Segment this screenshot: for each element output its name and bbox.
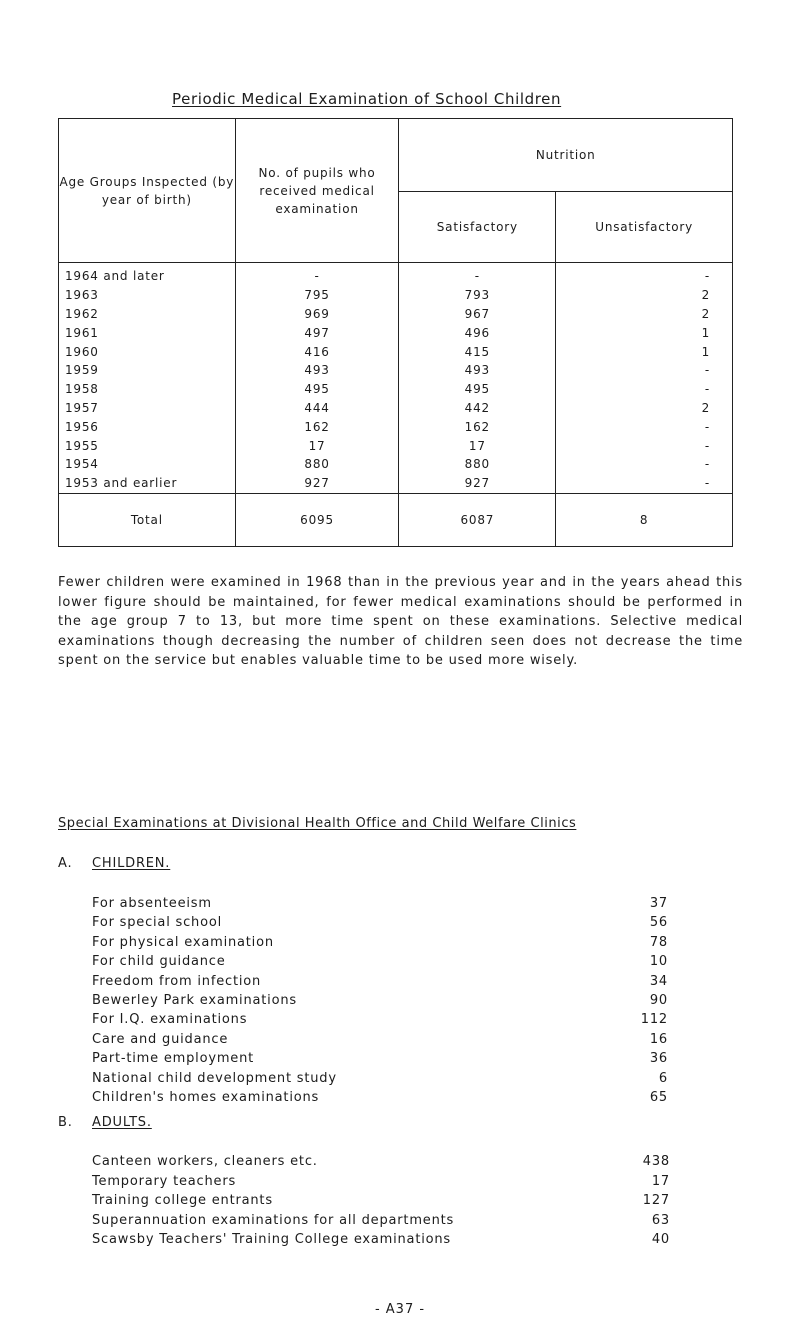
list-item-label: Scawsby Teachers' Training College examinations <box>92 1232 452 1248</box>
pupils-cell: - <box>235 263 399 286</box>
header-age-groups: Age Groups Inspected (by year of birth) <box>59 119 236 263</box>
summary-paragraph: Fewer children were examined in 1968 than in the previous year and in the years ahead this lower figure should be maintained, for fewer medical examinations should be performed in the age group 7 to 13, but more time spent on these examinations. Selective medical examinations though decreasing the number of children seen does not decrease the time spent on the service but enables valuable time to be used more wisely. <box>58 575 743 669</box>
age-group-cell: 1964 and later <box>59 263 236 286</box>
satisfactory-cell: 880 <box>399 455 556 474</box>
satisfactory-cell: 927 <box>399 474 556 493</box>
age-group-cell: 1956 <box>59 417 236 436</box>
list-item-label: Superannuation examinations for all departments <box>92 1212 455 1228</box>
unsatisfactory-cell: 2 <box>556 399 733 418</box>
special-examinations-heading: Special Examinations at Divisional Health Office and Child Welfare Clinics <box>58 816 577 831</box>
total-pupils: 6095 <box>235 493 399 546</box>
table-row <box>59 399 733 418</box>
list-item <box>0 894 800 914</box>
list-item-value: 127 <box>642 1193 670 1209</box>
list-item-value: 6 <box>658 1070 668 1086</box>
age-group-cell: 1953 and earlier <box>59 474 236 493</box>
list-item <box>0 1211 800 1231</box>
list-item <box>0 933 800 953</box>
satisfactory-cell: 967 <box>399 305 556 324</box>
satisfactory-cell: 415 <box>399 342 556 361</box>
unsatisfactory-cell: - <box>556 436 733 455</box>
list-item-value: 63 <box>651 1212 670 1228</box>
list-item <box>0 913 800 933</box>
table-row <box>59 474 733 493</box>
unsatisfactory-cell: 1 <box>556 323 733 342</box>
age-group-cell: 1958 <box>59 380 236 399</box>
list-item-value: 112 <box>640 1012 668 1028</box>
table-row <box>59 436 733 455</box>
list-item-value: 65 <box>649 1090 668 1105</box>
list-item <box>0 1191 800 1211</box>
list-item-value: 438 <box>642 1154 670 1169</box>
age-group-cell: 1963 <box>59 286 236 305</box>
total-label: Total <box>59 493 236 546</box>
table-row <box>59 361 733 380</box>
list-item-label: For I.Q. examinations <box>92 1012 248 1028</box>
age-group-cell: 1960 <box>59 342 236 361</box>
age-group-cell: 1962 <box>59 305 236 324</box>
unsatisfactory-cell: 2 <box>556 286 733 305</box>
list-item-value: 10 <box>649 954 668 970</box>
satisfactory-cell: 17 <box>399 436 556 455</box>
satisfactory-cell: 442 <box>399 399 556 418</box>
total-satisfactory: 6087 <box>399 493 556 546</box>
unsatisfactory-cell: - <box>556 455 733 474</box>
list-item-label: Children's homes examinations <box>92 1090 320 1105</box>
pupils-cell: 416 <box>235 342 399 361</box>
table-row <box>59 305 733 324</box>
satisfactory-cell: 793 <box>399 286 556 305</box>
header-satisfactory: Satisfactory <box>399 192 556 263</box>
satisfactory-cell: 162 <box>399 417 556 436</box>
unsatisfactory-cell: - <box>556 380 733 399</box>
list-item <box>0 972 800 992</box>
list-item <box>0 1230 800 1250</box>
list-item-value: 78 <box>649 934 668 950</box>
list-item-value: 56 <box>649 915 668 931</box>
pupils-cell: 497 <box>235 323 399 342</box>
table-row <box>59 263 733 286</box>
pupils-cell: 444 <box>235 399 399 418</box>
pupils-cell: 880 <box>235 455 399 474</box>
list-item <box>0 1049 800 1069</box>
age-group-cell: 1955 <box>59 436 236 455</box>
page-number: - A37 - <box>374 1302 426 1317</box>
list-item-label: Canteen workers, cleaners etc. <box>92 1154 318 1169</box>
list-item-label: For physical examination <box>92 934 274 950</box>
section-b-title: ADULTS. <box>92 1115 152 1130</box>
list-item-label: For absenteeism <box>92 896 212 911</box>
unsatisfactory-cell: - <box>556 417 733 436</box>
section-a-title: CHILDREN. <box>92 856 171 871</box>
list-item-value: 37 <box>649 896 668 911</box>
list-item-value: 34 <box>649 973 668 989</box>
table-row <box>59 342 733 361</box>
list-item-label: National child development study <box>92 1070 337 1086</box>
table-row <box>59 286 733 305</box>
list-item <box>0 952 800 972</box>
nutrition-table <box>58 118 733 547</box>
list-item-label: Part-time employment <box>92 1051 255 1067</box>
pupils-cell: 162 <box>235 417 399 436</box>
age-group-cell: 1959 <box>59 361 236 380</box>
list-item-value: 17 <box>651 1173 670 1189</box>
pupils-cell: 493 <box>235 361 399 380</box>
table-body <box>59 263 733 494</box>
unsatisfactory-cell: - <box>556 361 733 380</box>
list-item-label: Temporary teachers <box>92 1173 237 1189</box>
list-item <box>0 1030 800 1050</box>
list-item <box>0 991 800 1011</box>
pupils-cell: 795 <box>235 286 399 305</box>
header-nutrition: Nutrition <box>399 119 733 192</box>
satisfactory-cell: 493 <box>399 361 556 380</box>
unsatisfactory-cell: - <box>556 263 733 286</box>
satisfactory-cell: - <box>399 263 556 286</box>
pupils-cell: 495 <box>235 380 399 399</box>
pupils-cell: 927 <box>235 474 399 493</box>
list-item <box>0 1010 800 1030</box>
table-row <box>59 380 733 399</box>
pupils-cell: 969 <box>235 305 399 324</box>
header-unsatisfactory: Unsatisfactory <box>556 192 733 263</box>
list-item-value: 40 <box>651 1232 670 1248</box>
unsatisfactory-cell: 2 <box>556 305 733 324</box>
age-group-cell: 1957 <box>59 399 236 418</box>
unsatisfactory-cell: - <box>556 474 733 493</box>
table-row <box>59 455 733 474</box>
list-item-value: 16 <box>649 1031 668 1047</box>
list-item-label: Bewerley Park examinations <box>92 993 297 1008</box>
list-item-label: For special school <box>92 915 223 931</box>
list-item-label: Training college entrants <box>92 1193 273 1209</box>
total-row <box>59 493 733 546</box>
total-unsatisfactory: 8 <box>556 493 733 546</box>
pupils-cell: 17 <box>235 436 399 455</box>
list-item-label: Freedom from infection <box>92 973 262 989</box>
satisfactory-cell: 495 <box>399 380 556 399</box>
list-item-value: 36 <box>649 1051 668 1067</box>
table-row <box>59 323 733 342</box>
list-item <box>0 1088 800 1108</box>
page-title: Periodic Medical Examination of School Children <box>172 90 562 108</box>
age-group-cell: 1954 <box>59 455 236 474</box>
section-a-letter: A. <box>58 856 73 871</box>
age-group-cell: 1961 <box>59 323 236 342</box>
table-row <box>59 417 733 436</box>
section-b-letter: B. <box>58 1115 73 1130</box>
list-item <box>0 1069 800 1089</box>
header-pupils: No. of pupils who received medical examination <box>235 119 399 263</box>
list-item <box>0 1152 800 1172</box>
unsatisfactory-cell: 1 <box>556 342 733 361</box>
list-item <box>0 1172 800 1192</box>
list-item-label: Care and guidance <box>92 1031 229 1047</box>
list-item-value: 90 <box>649 993 668 1008</box>
list-item-label: For child guidance <box>92 954 226 970</box>
satisfactory-cell: 496 <box>399 323 556 342</box>
